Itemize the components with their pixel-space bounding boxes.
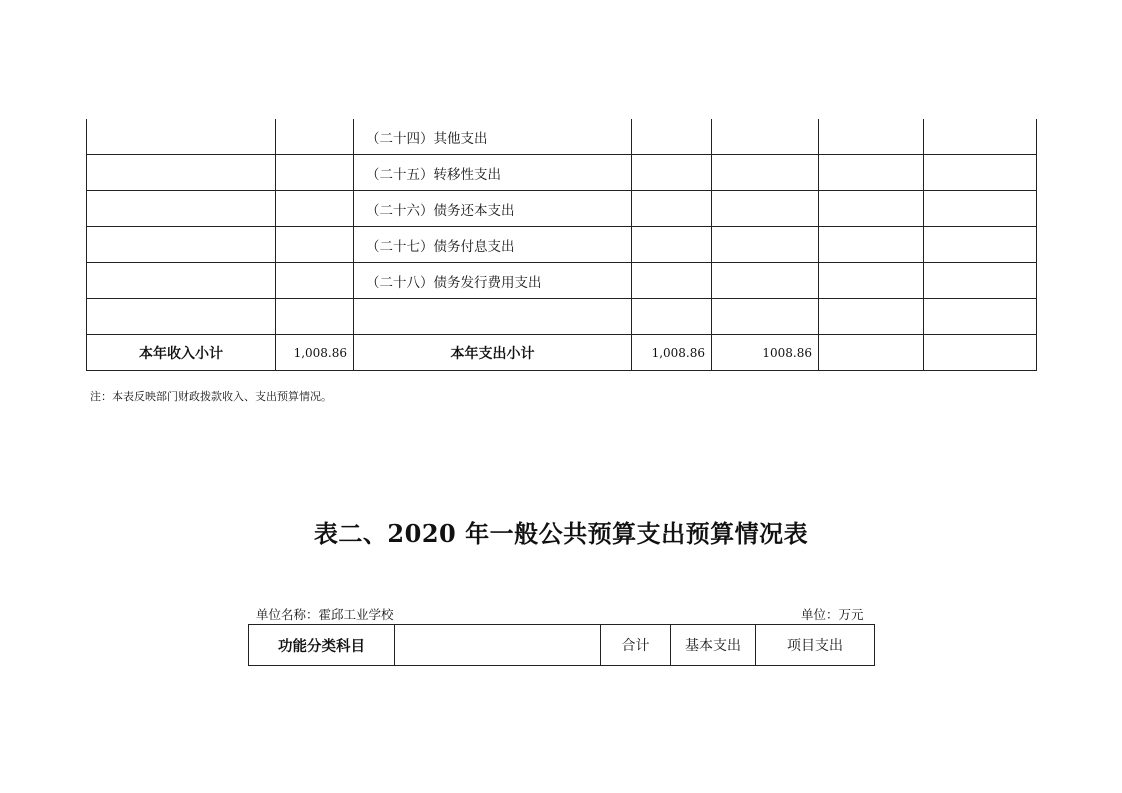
table-row: [87, 155, 1037, 191]
expense-item: （二十四）其他支出: [354, 119, 632, 155]
table-row: [87, 191, 1037, 227]
header-total: 合计: [601, 625, 671, 666]
table-row: [87, 263, 1037, 299]
header-category: 功能分类科目: [249, 625, 395, 666]
expense-item: （二十五）转移性支出: [354, 155, 632, 191]
expense-subtotal-total: 1,008.86: [632, 335, 712, 371]
table-2-title: 表二、2020 年一般公共预算支出预算情况表: [313, 519, 809, 548]
expense-subtotal-basic: 1008.86: [712, 335, 819, 371]
header-row: [249, 625, 875, 666]
table-row-empty: [87, 299, 1037, 335]
income-subtotal-label: 本年收入小计: [87, 335, 276, 371]
expense-subtotal-label: 本年支出小计: [354, 335, 632, 371]
expense-item: （二十六）债务还本支出: [354, 191, 632, 227]
table-note: 注：本表反映部门财政拨款收入、支出预算情况。: [90, 390, 332, 403]
expense-item: （二十八）债务发行费用支出: [354, 263, 632, 299]
total-row: [87, 335, 1037, 371]
header-project: 项目支出: [756, 625, 875, 666]
budget-table-2: [248, 624, 875, 666]
expense-item: （二十七）债务付息支出: [354, 227, 632, 263]
header-basic: 基本支出: [671, 625, 756, 666]
table-row: [87, 119, 1037, 155]
income-subtotal-value: 1,008.86: [276, 335, 354, 371]
budget-table-1: [86, 119, 1037, 371]
currency-unit: 单位：万元: [801, 607, 864, 622]
table-row: [87, 227, 1037, 263]
unit-name: 单位名称：霍邱工业学校: [256, 607, 394, 622]
